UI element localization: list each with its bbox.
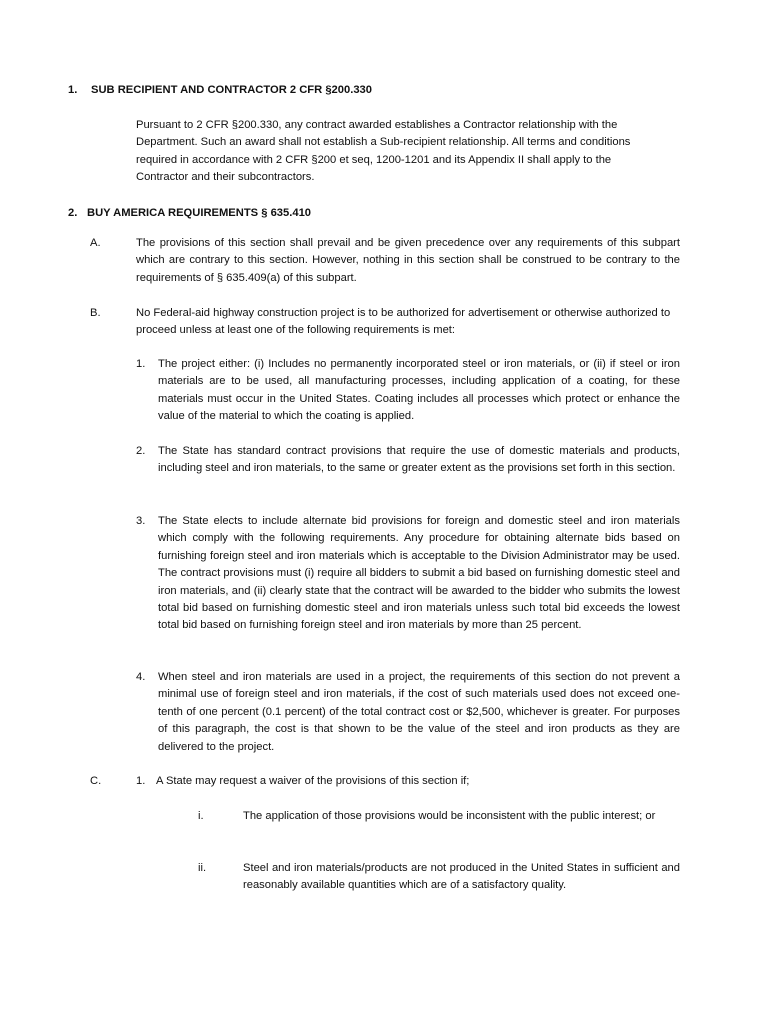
section-1-paragraph: Pursuant to 2 CFR §200.330, any contract awarded establishes a Contractor relationship with the Department. Such an award shall not establish a Sub-recipient relationship. All terms and conditions required in accordance with 2 CFR §200 et seq, 1200-1201 and its Appendix II shall apply to the Contractor and their subcontractors. [136,119,631,184]
item-b4-text: When steel and iron materials are used in a project, the requirements of this section do not prevent a minimal use of foreign steel and iron materials, if the cost of such materials used does not exceed one-tenth of one percent (0.1 percent) of the total contract cost or $2,500, whichever is greater. For purposes of this paragraph, the cost is that shown to be the value of the steel and iron products as they are delivered to the project. [158,671,680,753]
section-1-heading [68,82,372,99]
section-2-title: BUY AMERICA REQUIREMENTS § 635.410 [87,207,312,219]
section-2-number: 2. [68,207,78,219]
roman-ii-text: Steel and iron materials/products are not produced in the United States in sufficient and reasonably available quantities which are of a satisfactory quality. [243,862,680,892]
item-b2-text: The State has standard contract provisions that require the use of domestic materials and products, including steel and iron materials, to the same or greater extent as the provisions set forth in this section. [158,445,680,475]
item-b1-text: The project either: (i) Includes no permanently incorporated steel or iron materials, or (ii) if steel or iron materials are to be used, all manufacturing processes, including application of a coating, for these materials must occur in the United States. Coating includes all processes which protect or enhance the value of the material to which the coating is applied. [158,358,680,423]
item-b2-marker: 2. [136,445,146,457]
item-a-text: The provisions of this section shall prevail and be given precedence over any requirements of this subpart which are contrary to this section. However, nothing in this section shall be construed to be contrary to the requirements of § 635.409(a) of this subpart. [136,237,680,284]
item-b-marker: B. [90,307,101,319]
item-b-text: No Federal-aid highway construction project is to be authorized for advertisement or otherwise authorized to proceed unless at least one of the following requirements is met: [136,307,671,337]
section-1-number: 1. [68,84,78,96]
item-b3-text: The State elects to include alternate bid provisions for foreign and domestic steel and iron materials which comply with the following requirements. Any procedure for obtaining alternate bids based on furnishing foreign steel and iron materials which is acceptable to the Division Administrator may be used. The contract provisions must (i) require all bidders to submit a bid based on furnishing domestic steel and iron materials, and (ii) clearly state that the contract will be awarded to the bidder who submits the lowest total bid based on furnishing domestic steel and iron materials unless such total bid exceeds the lowest total bid based on furnishing foreign steel and iron materials by more than 25 percent. [158,515,680,632]
item-c-marker: C. [90,775,102,787]
roman-i-text: The application of those provisions would be inconsistent with the public interest; or [243,810,656,822]
item-a-marker: A. [90,237,101,249]
roman-i-marker: i. [198,810,204,822]
item-c1-marker: 1. [136,775,146,787]
item-b1-marker: 1. [136,358,146,370]
item-b4-marker: 4. [136,671,146,683]
section-1-title: SUB RECIPIENT AND CONTRACTOR 2 CFR §200.330 [91,84,372,96]
item-c1-text: A State may request a waiver of the provisions of this section if; [156,775,470,787]
section-2-heading [68,205,311,222]
item-b3-marker: 3. [136,515,146,527]
roman-ii-marker: ii. [198,862,207,874]
